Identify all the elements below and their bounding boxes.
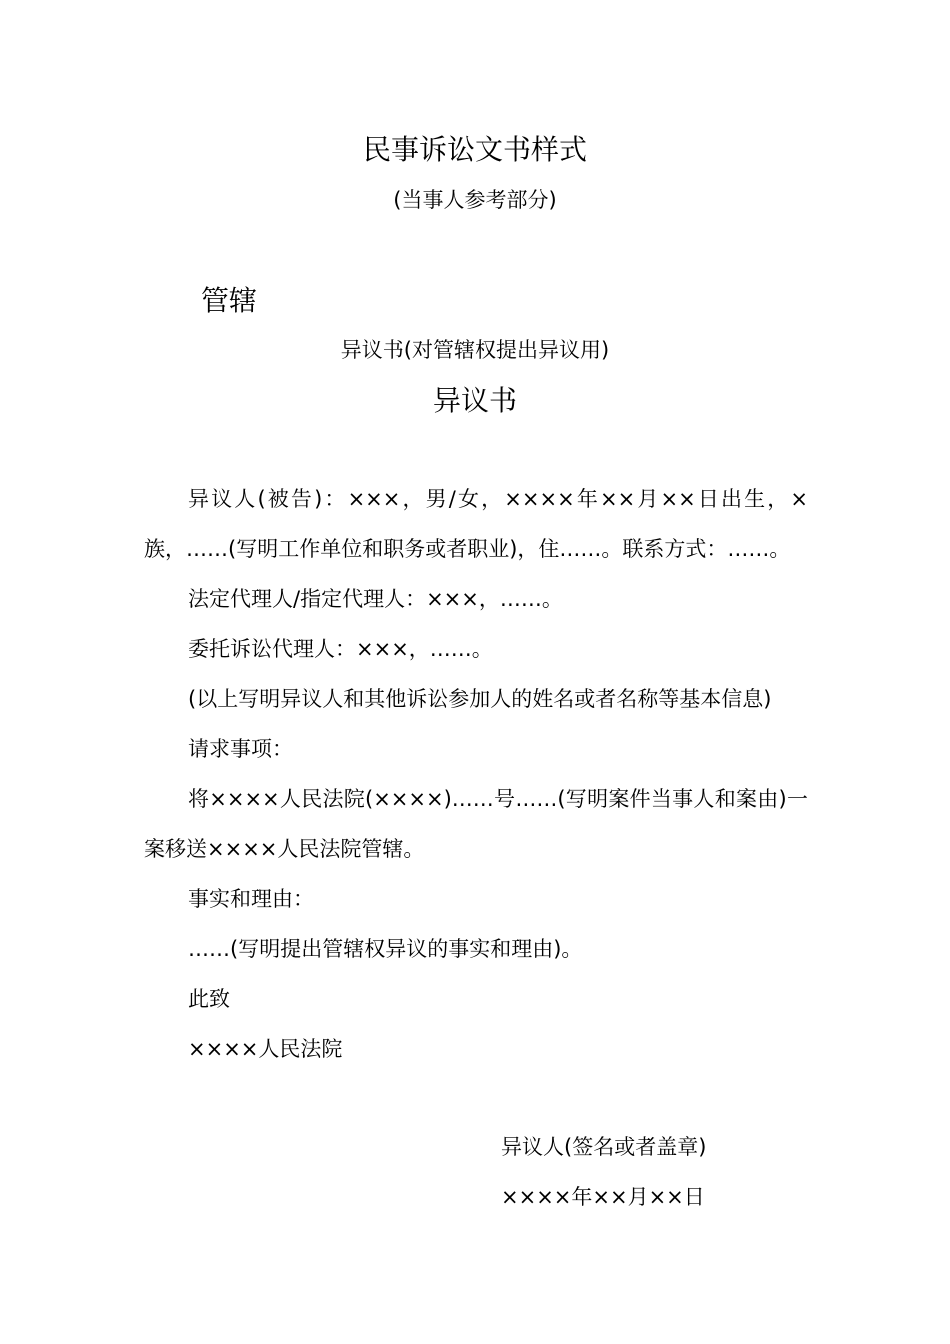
note-paragraph: (以上写明异议人和其他诉讼参加人的姓名或者名称等基本信息) <box>188 687 772 711</box>
court-name: ××××人民法院 <box>188 1037 343 1061</box>
document-body <box>144 474 808 1074</box>
request-paragraph: 将××××人民法院(××××)……号……(写明案件当事人和案由)一案移送××××人民法院管辖。 <box>144 787 808 861</box>
form-title: 异议书 <box>432 384 517 417</box>
signature-date: ××××年××月××日 <box>501 1185 705 1209</box>
legal-agent-paragraph: 法定代理人/指定代理人：×××，……。 <box>188 587 563 611</box>
document-title: 民事诉讼文书样式 <box>362 133 587 166</box>
litigation-agent-paragraph: 委托诉讼代理人：×××，……。 <box>188 637 493 661</box>
signer-label: 异议人(签名或者盖章) <box>501 1135 707 1159</box>
form-caption: 异议书(对管辖权提出异议用) <box>340 338 610 362</box>
section-heading: 管辖 <box>201 284 258 317</box>
request-heading: 请求事项： <box>188 737 293 761</box>
signature-block <box>501 1122 706 1222</box>
objector-paragraph: 异议人(被告)：×××，男/女，××××年××月××日出生，×族，……(写明工作单位和职务或者职业)，住……。联系方式：……。 <box>144 487 808 561</box>
facts-heading: 事实和理由： <box>188 887 314 911</box>
document-subtitle: (当事人参考部分) <box>393 188 557 212</box>
facts-paragraph: ……(写明提出管辖权异议的事实和理由)。 <box>188 937 583 961</box>
salutation: 此致 <box>188 987 230 1011</box>
